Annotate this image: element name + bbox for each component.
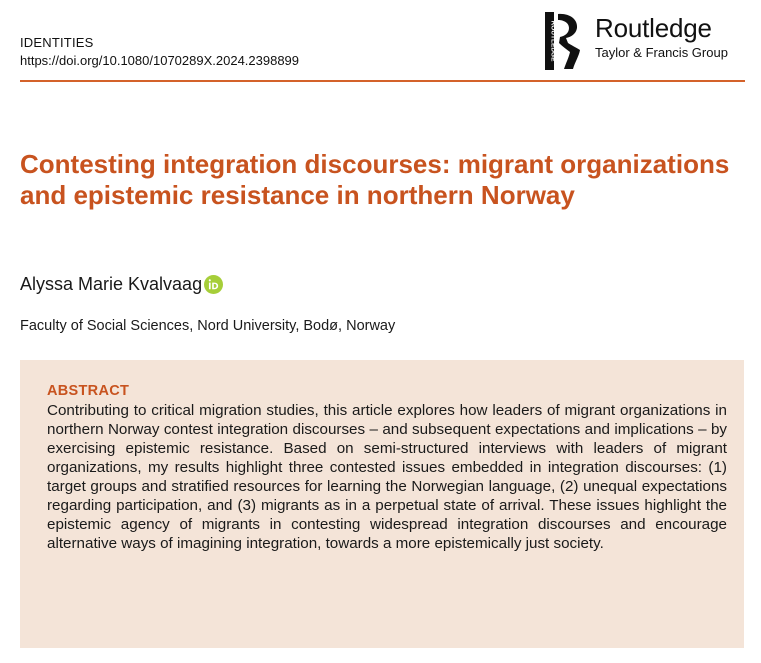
logo-vertical-text: ROUTLEDGE <box>549 20 557 62</box>
publisher-logo <box>545 12 750 72</box>
routledge-logo-icon <box>545 12 587 70</box>
abstract-text: Contributing to critical migration studies, this article explores how leaders of migrant organizations in northern Norway contest integration discourses – and subsequent expectations and implications – by exercising epistemic resistance. Based on semi-structured interviews with leaders of migrant organizations, my results highlight three contested issues embedded in integration discourses: (1) target groups and stratified resources for learning the Norwegian language, (2) unequal expectations regarding participation, and (3) migrants as in a perpetual state of arrival. These issues highlight the epistemic agency of migrants in contesting widespread integration discourses and encourage alternative ways of imagining integration, towards a more epistemically just society. <box>47 402 727 552</box>
doi-link[interactable]: https://doi.org/10.1080/1070289X.2024.2398899 <box>20 53 300 68</box>
orcid-icon[interactable] <box>204 275 223 294</box>
header-divider <box>20 80 745 82</box>
article-title: Contesting integration discourses: migrant organizations and epistemic resistance in northern Norway <box>20 149 730 210</box>
abstract-heading: ABSTRACT <box>47 383 130 399</box>
journal-info <box>20 34 299 70</box>
author-line <box>20 272 223 296</box>
abstract-box <box>20 360 744 648</box>
author-affiliation: Faculty of Social Sciences, Nord University, Bodø, Norway <box>20 318 396 334</box>
journal-name: IDENTITIES <box>20 35 94 50</box>
publisher-group: Taylor & Francis Group <box>595 45 728 60</box>
author-name[interactable]: Alyssa Marie Kvalvaag <box>20 274 203 294</box>
publisher-name: Routledge <box>595 13 712 43</box>
